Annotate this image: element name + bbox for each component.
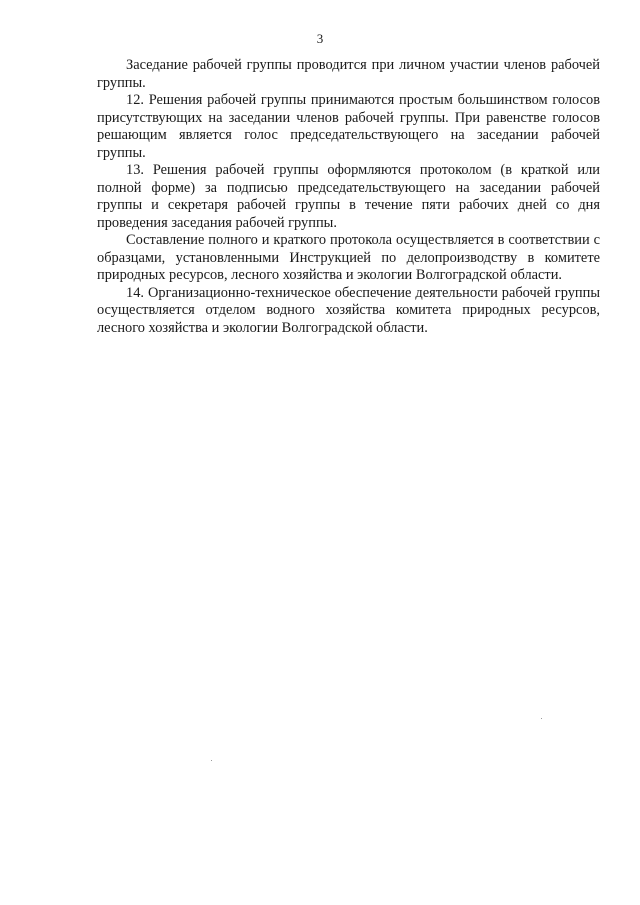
paragraph-meeting-attendance: Заседание рабочей группы проводится при личном участии членов рабочей группы. xyxy=(97,57,600,91)
scan-speck xyxy=(541,718,542,719)
document-body xyxy=(97,57,600,337)
paragraph-14-support: 14. Организационно-техническое обеспечение деятельности рабочей группы осуществляется отделом водного хозяйства комитета природных ресурсов, лесного хозяйства и экологии Волгоградской области. xyxy=(97,284,600,336)
paragraph-protocol-drafting: Составление полного и краткого протокола осуществляется в соответствии с образцами, установленными Инструкцией по делопроизводству в комитете природных ресурсов, лесного хозяйства и экологии Волгоградской области. xyxy=(97,232,600,283)
scan-speck xyxy=(211,760,212,761)
paragraph-13-protocol: 13. Решения рабочей группы оформляются протоколом (в краткой или полной форме) за подписью председательствующего на заседании рабочей группы и секретаря рабочей группы в течение пяти рабочих дней со дня проведения заседания рабочей группы. xyxy=(97,162,600,231)
paragraph-12-decisions-voting: 12. Решения рабочей группы принимаются простым большинством голосов присутствующих на заседании членов рабочей группы. При равенстве голосов решающим является голос председательствующего на заседании рабочей группы. xyxy=(97,92,600,161)
page-number: 3 xyxy=(316,31,324,46)
